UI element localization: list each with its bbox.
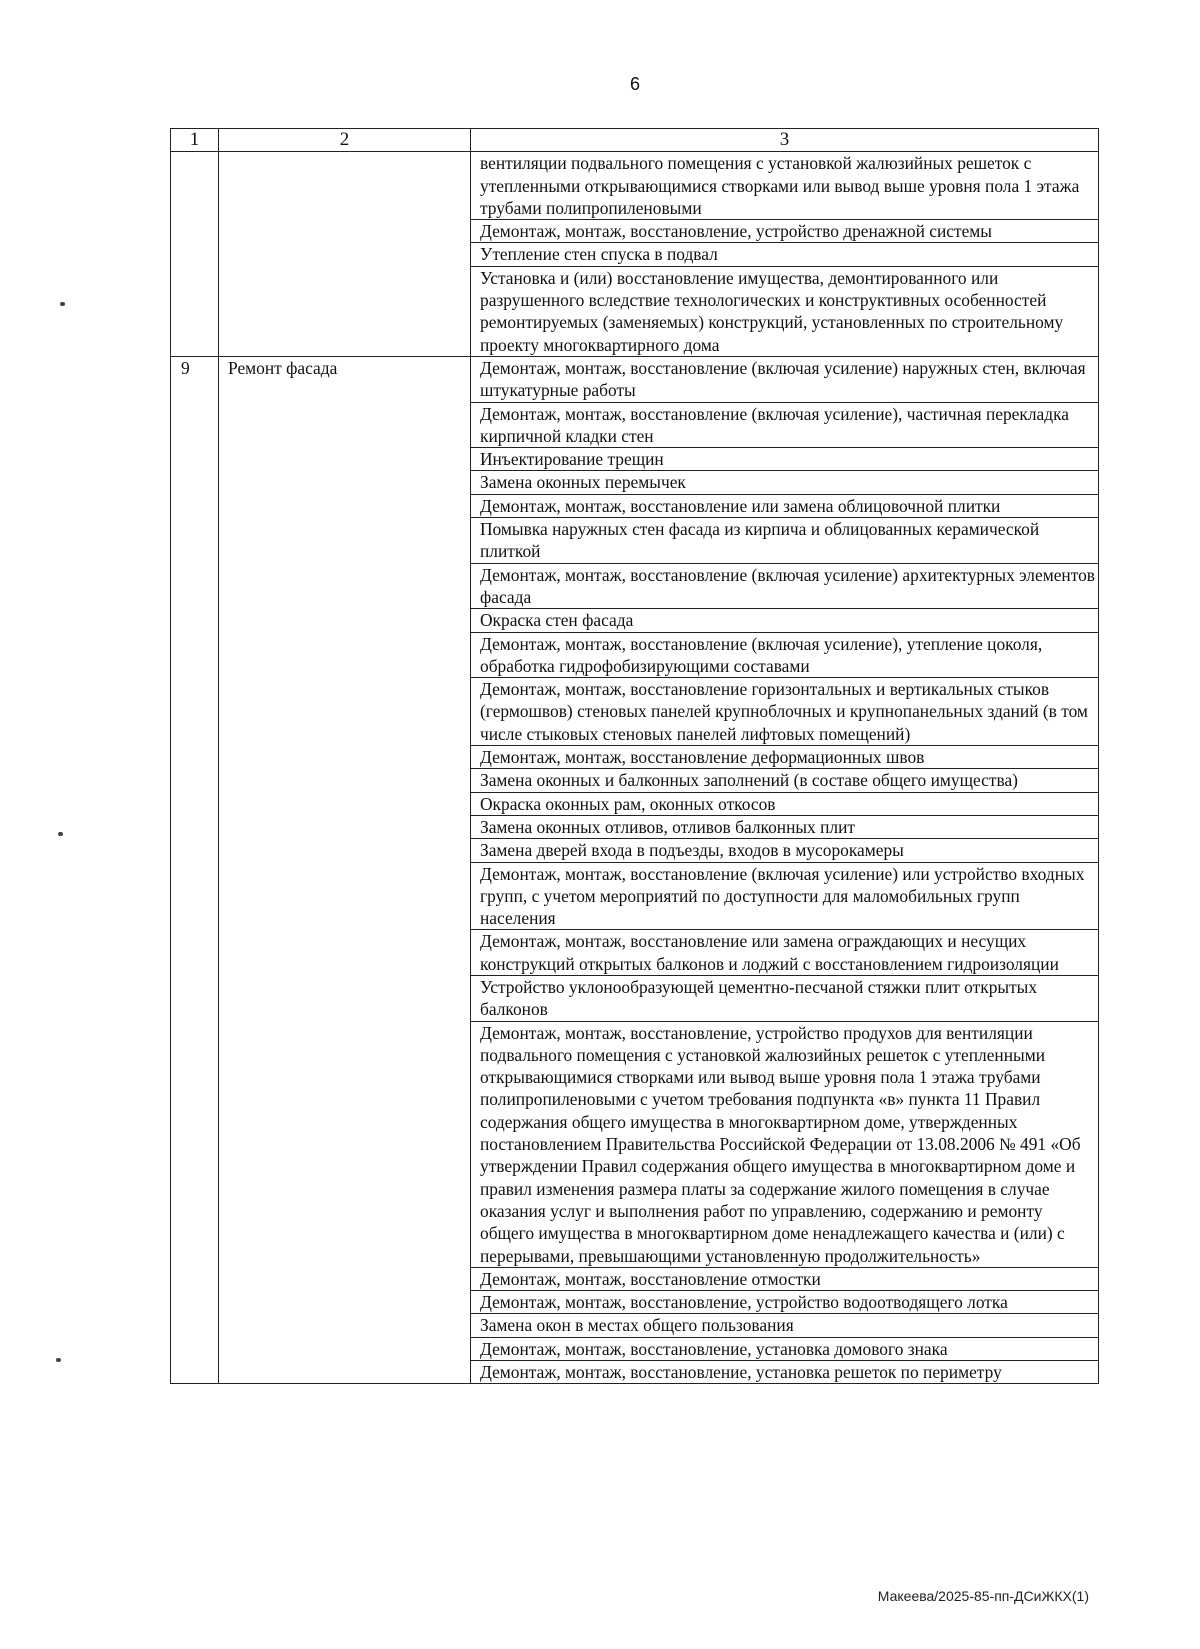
work-item: Демонтаж, монтаж, восстановление, устройство дренажной системы <box>471 220 1099 243</box>
section-number: 9 <box>171 356 219 1383</box>
table-body <box>171 152 1099 1384</box>
work-item: Демонтаж, монтаж, восстановление (включая усиление) наружных стен, включая штукатурные работы <box>471 356 1099 402</box>
work-item: Замена окон в местах общего пользования <box>471 1314 1099 1337</box>
table-header-row <box>171 129 1099 152</box>
works-table <box>170 128 1099 1384</box>
work-item: Демонтаж, монтаж, восстановление, установка домового знака <box>471 1337 1099 1360</box>
work-item: Замена оконных перемычек <box>471 471 1099 494</box>
work-item: Демонтаж, монтаж, восстановление (включая усиление), частичная перекладка кирпичной кладки стен <box>471 402 1099 448</box>
scan-speck <box>60 302 65 306</box>
work-item: Утепление стен спуска в подвал <box>471 243 1099 266</box>
table-row <box>171 152 1099 220</box>
work-item: Демонтаж, монтаж, восстановление, устройство водоотводящего лотка <box>471 1291 1099 1314</box>
continued-number-cell <box>171 152 219 357</box>
work-item: Демонтаж, монтаж, восстановление или замена ограждающих и несущих конструкций открытых балконов и лоджий с восстановлением гидроизоляции <box>471 930 1099 976</box>
work-item: Помывка наружных стен фасада из кирпича и облицованных керамической плиткой <box>471 518 1099 564</box>
work-item: Демонтаж, монтаж, восстановление (включая усиление) или устройство входных групп, с учетом мероприятий по доступности для маломобильных групп населения <box>471 862 1099 930</box>
work-item: Замена оконных и балконных заполнений (в составе общего имущества) <box>471 769 1099 792</box>
section-name: Ремонт фасада <box>219 356 471 1383</box>
work-item: Демонтаж, монтаж, восстановление, установка решеток по периметру <box>471 1361 1099 1384</box>
scan-speck <box>56 1358 61 1362</box>
work-item: Инъектирование трещин <box>471 448 1099 471</box>
work-item: Замена дверей входа в подъезды, входов в мусорокамеры <box>471 839 1099 862</box>
work-item: Демонтаж, монтаж, восстановление (включая усиление), утепление цоколя, обработка гидрофобизирующими составами <box>471 632 1099 678</box>
work-item: Замена оконных отливов, отливов балконных плит <box>471 815 1099 838</box>
work-item: Устройство уклонообразующей цементно-песчаной стяжки плит открытых балконов <box>471 975 1099 1021</box>
work-item: Демонтаж, монтаж, восстановление, устройство продухов для вентиляции подвального помещения с установкой жалюзийных решеток с утепленными открывающимися створками или вывод выше уровня пола 1 этажа трубами полипропиленовыми с учетом требования подпункта «в» пункта 11 Правил содержания общего имущества в многоквартирном доме, утвержденных постановлением Правительства Российской Федерации от 13.08.2006 № 491 «Об утверждении Правил содержания общего имущества в многоквартирном доме и правил изменения размера платы за содержание жилого помещения в случае оказания услуг и выполнения работ по управлению, содержанию и ремонту общего имущества в многоквартирном доме ненадлежащего качества и (или) с перерывами, превышающими установленную продолжительность» <box>471 1021 1099 1267</box>
table-row <box>171 356 1099 402</box>
work-item: Демонтаж, монтаж, восстановление горизонтальных и вертикальных стыков (гермошвов) стеновых панелей крупноблочных и крупнопанельных зданий (в том числе стыковых стеновых панелей лифтовых помещений) <box>471 678 1099 746</box>
work-item: Окраска стен фасада <box>471 609 1099 632</box>
work-item: Демонтаж, монтаж, восстановление или замена облицовочной плитки <box>471 494 1099 517</box>
document-reference: Макеева/2025-85-пп-ДСиЖКХ(1) <box>877 1588 1089 1604</box>
header-col-3: 3 <box>471 129 1099 152</box>
scan-speck <box>58 832 63 836</box>
work-item: Окраска оконных рам, оконных откосов <box>471 792 1099 815</box>
page-number: 6 <box>629 74 640 94</box>
work-item: Демонтаж, монтаж, восстановление деформационных швов <box>471 746 1099 769</box>
work-item: Демонтаж, монтаж, восстановление отмостки <box>471 1267 1099 1290</box>
work-item: вентиляции подвального помещения с установкой жалюзийных решеток с утепленными открывающимися створками или вывод выше уровня пола 1 этажа трубами полипропиленовыми <box>471 152 1099 220</box>
work-item: Установка и (или) восстановление имущества, демонтированного или разрушенного вследствие технологических и конструктивных особенностей ремонтируемых (заменяемых) конструкций, установленных по строительному проекту многоквартирного дома <box>471 266 1099 356</box>
work-item: Демонтаж, монтаж, восстановление (включая усиление) архитектурных элементов фасада <box>471 563 1099 609</box>
header-col-1: 1 <box>171 129 219 152</box>
header-col-2: 2 <box>219 129 471 152</box>
continued-name-cell <box>219 152 471 357</box>
